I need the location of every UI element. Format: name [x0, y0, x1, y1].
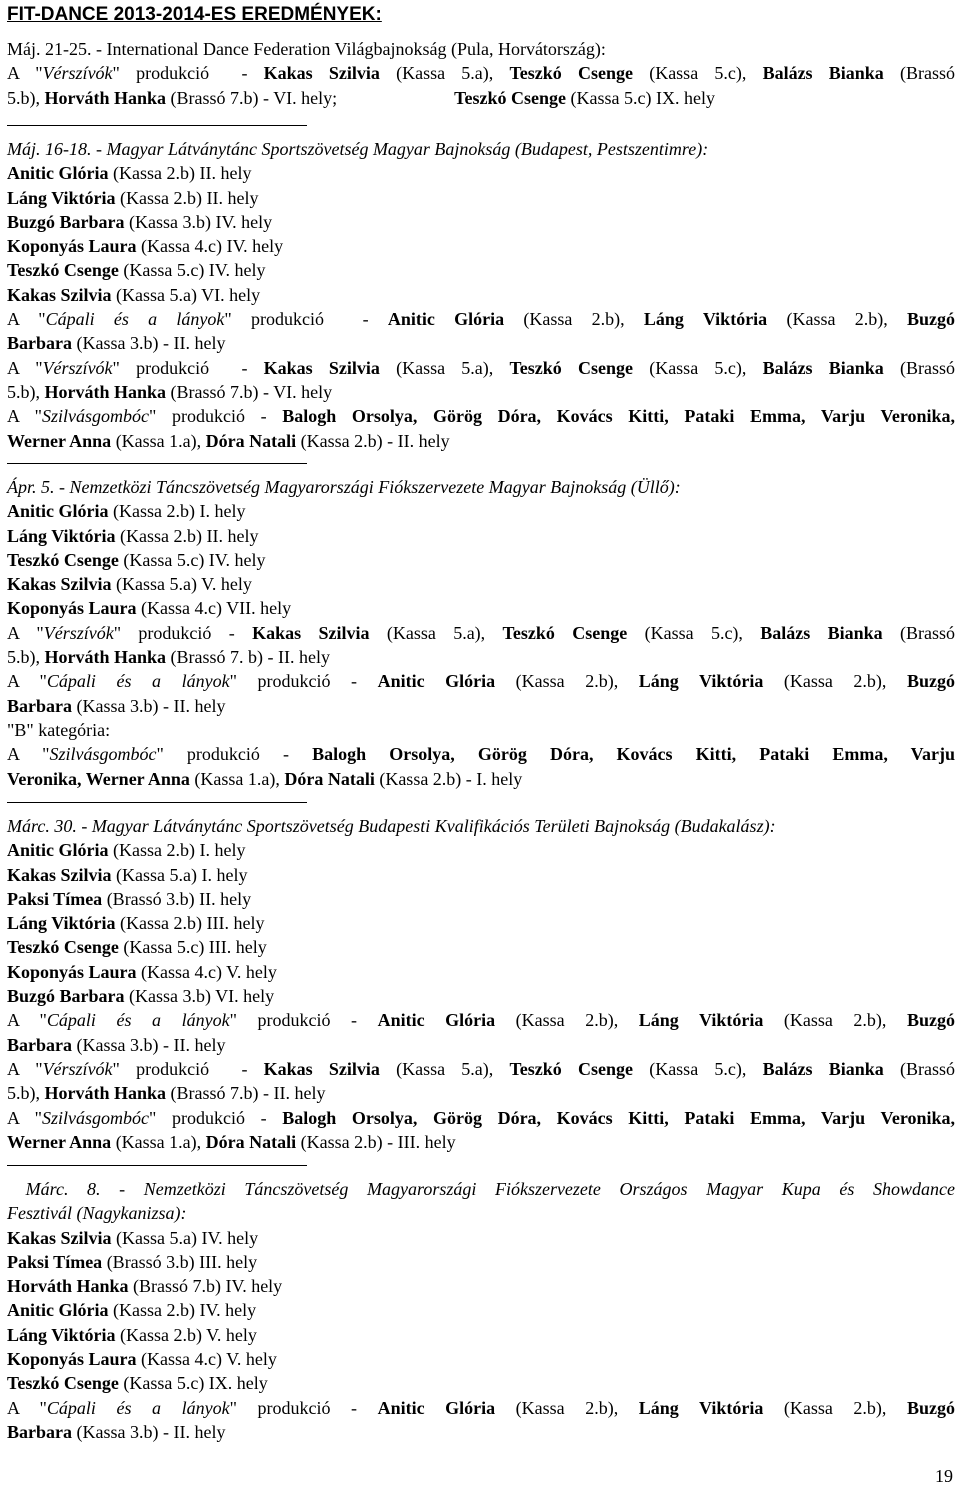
result-line: Veronika, Werner Anna (Kassa 1.a), Dóra Natali (Kassa 2.b) - I. hely [7, 768, 523, 789]
result-line: Teszkó Csenge (Kassa 5.c) IX. hely [7, 1373, 268, 1394]
result-line: Buzgó Barbara (Kassa 3.b) IV. hely [7, 211, 273, 232]
result-line: Láng Viktória (Kassa 2.b) V. hely [7, 1324, 257, 1345]
result-line: Anitic Glória (Kassa 2.b) I. hely [7, 501, 246, 522]
result-line: A "Szilvásgombóc" produkció - Balogh Orsolya, Görög Dóra, Kovács Kitti, Pataki Emma, Varju Veronika, [7, 406, 955, 427]
section-heading: Máj. 16-18. - Magyar Látványtánc Sportszövetség Magyar Bajnokság (Budapest, Pestszentimre): [7, 139, 709, 159]
page-title: FIT-DANCE 2013-2014-ES EREDMÉNYEK: [7, 4, 382, 25]
result-line: Koponyás Laura (Kassa 4.c) V. hely [7, 1349, 277, 1370]
section-heading: Márc. 30. - Magyar Látványtánc Sportszövetség Budapesti Kvalifikációs Területi Bajnokság (Budakalász): [7, 816, 776, 836]
result-line: Barbara (Kassa 3.b) - II. hely [7, 1034, 226, 1055]
result-line: 5.b), Horváth Hanka (Brassó 7. b) - II. hely [7, 647, 330, 668]
section-divider [7, 1165, 307, 1166]
result-line: A "Cápali és a lányok" produkció - Anitic Glória (Kassa 2.b), Láng Viktória (Kassa 2.b), Buzgó [7, 1010, 955, 1031]
result-line: Kakas Szilvia (Kassa 5.a) VI. hely [7, 284, 261, 305]
section-heading: Máj. 21-25. - International Dance Federation Világbajnokság (Pula, Horvátország): [7, 39, 606, 59]
result-line: Paksi Tímea (Brassó 3.b) III. hely [7, 1251, 258, 1272]
result-line: Koponyás Laura (Kassa 4.c) IV. hely [7, 236, 284, 257]
result-line: Buzgó Barbara (Kassa 3.b) VI. hely [7, 986, 275, 1007]
result-line: A "Vérszívók" produkció - Kakas Szilvia (Kassa 5.a), Teszkó Csenge (Kassa 5.c), Balázs Bianka (Brassó [7, 622, 956, 643]
result-line: Werner Anna (Kassa 1.a), Dóra Natali (Kassa 2.b) - III. hely [7, 1131, 456, 1152]
result-line: Koponyás Laura (Kassa 4.c) V. hely [7, 961, 277, 982]
result-line: Barbara (Kassa 3.b) - II. hely [7, 333, 226, 354]
result-line: Anitic Glória (Kassa 2.b) II. hely [7, 163, 252, 184]
result-line: Paksi Tímea (Brassó 3.b) II. hely [7, 888, 252, 909]
result-line: 5.b), Horváth Hanka (Brassó 7.b) - VI. hely; Teszkó Csenge (Kassa 5.c) IX. hely [7, 87, 715, 108]
result-line: Barbara (Kassa 3.b) - II. hely [7, 695, 226, 716]
page-number: 19 [935, 1466, 953, 1486]
result-line: Kakas Szilvia (Kassa 5.a) IV. hely [7, 1227, 259, 1248]
result-line: Koponyás Laura (Kassa 4.c) VII. hely [7, 598, 292, 619]
section-world-championship [7, 37, 955, 110]
result-line: Fesztivál (Nagykanizsa): [7, 1203, 187, 1224]
result-line: Láng Viktória (Kassa 2.b) II. hely [7, 187, 259, 208]
section-divider [7, 802, 307, 803]
result-line: Láng Viktória (Kassa 2.b) II. hely [7, 525, 259, 546]
result-line: "B" kategória: [7, 719, 111, 740]
section-divider [7, 463, 307, 464]
result-line: Láng Viktória (Kassa 2.b) III. hely [7, 913, 265, 934]
result-line: A "Vérszívók" produkció - Kakas Szilvia (Kassa 5.a), Teszkó Csenge (Kassa 5.c), Balázs Bianka (Brassó [7, 63, 955, 84]
section-heading: Márc. 8. - Nemzetközi Táncszövetség Magyarországi Fiókszervezete Országos Magyar Kupa és Showdance [7, 1179, 955, 1199]
result-line: Anitic Glória (Kassa 2.b) I. hely [7, 840, 246, 861]
result-line: 5.b), Horváth Hanka (Brassó 7.b) - II. hely [7, 1083, 326, 1104]
section-budakalasz [7, 814, 955, 1154]
result-line: Teszkó Csenge (Kassa 5.c) IV. hely [7, 549, 266, 570]
section-divider [7, 125, 307, 126]
result-line: A "Cápali és a lányok" produkció - Anitic Glória (Kassa 2.b), Láng Viktória (Kassa 2.b), Buzgó [7, 1397, 955, 1418]
section-magyar-bajnoksag-ullo [7, 475, 955, 791]
result-line: Werner Anna (Kassa 1.a), Dóra Natali (Kassa 2.b) - II. hely [7, 430, 450, 451]
result-line: Kakas Szilvia (Kassa 5.a) V. hely [7, 574, 252, 595]
section-nagykanizsa [7, 1177, 955, 1444]
result-line: Horváth Hanka (Brassó 7.b) IV. hely [7, 1276, 283, 1297]
result-line: A "Szilvásgombóc" produkció - Balogh Orsolya, Görög Dóra, Kovács Kitti, Pataki Emma, Varju Veronika, [7, 1107, 955, 1128]
result-line: A "Szilvásgombóc" produkció - Balogh Orsolya, Görög Dóra, Kovács Kitti, Pataki Emma, Varju [7, 744, 955, 765]
section-heading: Ápr. 5. - Nemzetközi Táncszövetség Magyarországi Fiókszervezete Magyar Bajnokság (Üllő): [7, 477, 681, 497]
result-line: A "Vérszívók" produkció - Kakas Szilvia (Kassa 5.a), Teszkó Csenge (Kassa 5.c), Balázs Bianka (Brassó [7, 1058, 955, 1079]
section-magyar-bajnoksag-budapest [7, 137, 955, 453]
result-line: A "Cápali és a lányok" produkció - Anitic Glória (Kassa 2.b), Láng Viktória (Kassa 2.b), Buzgó [7, 671, 955, 692]
result-line: 5.b), Horváth Hanka (Brassó 7.b) - VI. hely [7, 381, 333, 402]
result-line: A "Cápali és a lányok" produkció - Anitic Glória (Kassa 2.b), Láng Viktória (Kassa 2.b), Buzgó [7, 309, 955, 330]
result-line: Anitic Glória (Kassa 2.b) IV. hely [7, 1300, 257, 1321]
result-line: A "Vérszívók" produkció - Kakas Szilvia (Kassa 5.a), Teszkó Csenge (Kassa 5.c), Balázs Bianka (Brassó [7, 357, 955, 378]
result-line: Teszkó Csenge (Kassa 5.c) IV. hely [7, 260, 266, 281]
result-line: Teszkó Csenge (Kassa 5.c) III. hely [7, 937, 267, 958]
result-line: Kakas Szilvia (Kassa 5.a) I. hely [7, 864, 248, 885]
result-line: Barbara (Kassa 3.b) - II. hely [7, 1421, 226, 1442]
